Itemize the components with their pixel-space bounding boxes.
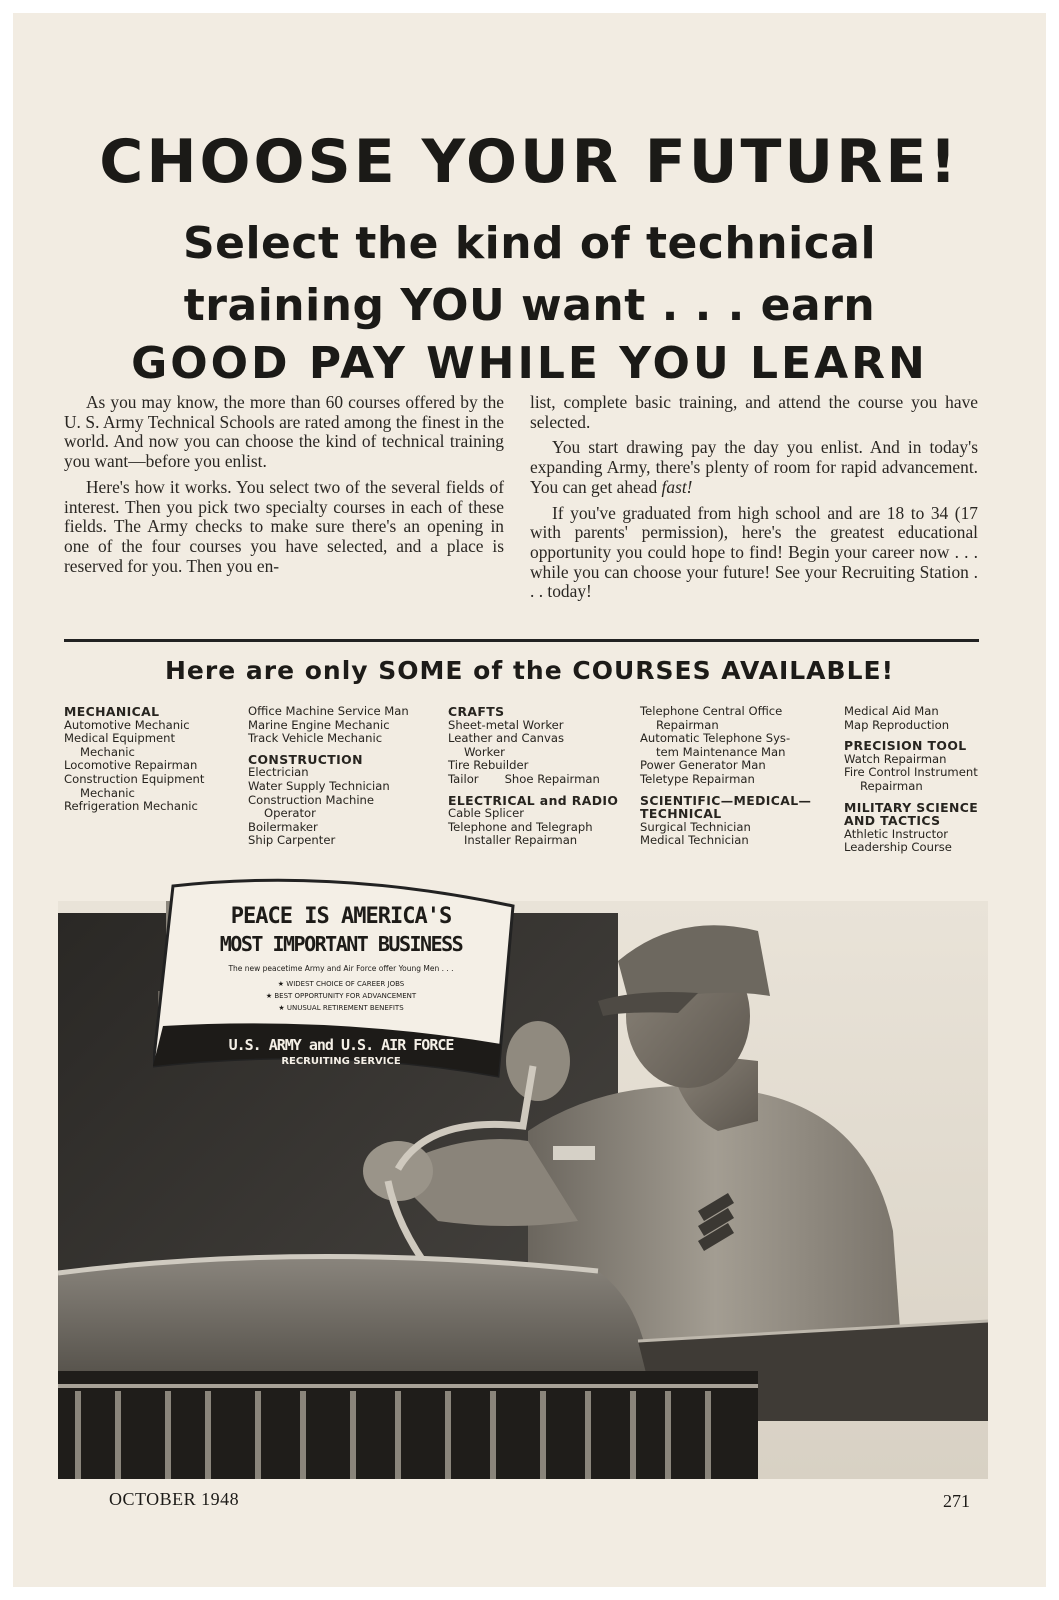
course-category: PRECISION TOOL (844, 738, 967, 754)
course-item: Repairman (656, 717, 719, 732)
course-category: CONSTRUCTION (248, 751, 363, 767)
course-item: Sheet-metal Worker (448, 717, 564, 732)
body-paragraph (530, 438, 978, 497)
courses-heading: Here are only SOME of the COURSES AVAILABLE! (165, 656, 894, 685)
course-item: Mechanic (80, 744, 135, 759)
body-text: You start drawing pay the day you enlist. And in today's expanding Army, there's plenty of room for rapid advancement. You can get ahead (530, 437, 978, 497)
headline-sub-line1: Select the kind of technical (182, 218, 877, 269)
course-item: Telephone Central Office (640, 704, 783, 718)
body-paragraph: Here's how it works. You select two of the several fields of interest. Then you pick two specialty courses in each of these fields. The Army checks to make sure there's an opening in one of the four courses you have selected, and a place is reserved for you. Then you en- (64, 476, 504, 576)
course-column-4 (640, 705, 811, 848)
sign-line2: MOST IMPORTANT BUSINESS (219, 932, 463, 956)
course-item: Office Machine Service Man (248, 704, 409, 718)
headline-sub-line2: training YOU want . . . earn (183, 280, 876, 331)
course-item: Tire Rebuilder (448, 758, 529, 773)
course-item: Construction Machine (248, 792, 375, 807)
course-column-1 (64, 705, 204, 814)
recruiting-sign (153, 876, 529, 1091)
course-category: ELECTRICAL and RADIO (448, 792, 619, 808)
course-item: Marine Engine Mechanic (248, 717, 390, 732)
sign-bullet: ★ BEST OPPORTUNITY FOR ADVANCEMENT (265, 992, 417, 1000)
course-item: Repairman (860, 778, 923, 793)
page-number: 271 (943, 1491, 970, 1511)
body-column-right (530, 393, 978, 608)
course-item: Watch Repairman (844, 751, 947, 766)
sign-line1: PEACE IS AMERICA'S (230, 904, 452, 929)
course-column-5 (844, 705, 978, 855)
body-paragraph: As you may know, the more than 60 courses offered by the U. S. Army Technical Schools are rated among the finest in the world. And now you can choose the kind of technical training you want—before you enlist. (64, 392, 504, 472)
course-item: Track Vehicle Mechanic (248, 731, 383, 746)
course-category: TECHNICAL (640, 806, 722, 822)
course-item: Shoe Repairman (504, 771, 600, 786)
headline-pay: GOOD PAY WHILE YOU LEARN (131, 338, 928, 389)
course-column-2 (248, 705, 409, 848)
course-item: Cable Splicer (448, 806, 525, 821)
headline-main: CHOOSE YOUR FUTURE! (99, 127, 960, 197)
course-item: Medical Equipment (64, 731, 176, 746)
headline-sub (13, 213, 1046, 337)
course-item: Leather and Canvas (448, 731, 565, 746)
course-item: Operator (264, 806, 316, 821)
course-item: Worker (464, 744, 505, 759)
course-item: Medical Technician (640, 833, 749, 848)
sign-line3: The new peacetime Army and Air Force offer Young Men . . . (228, 964, 454, 973)
sign-line4: U.S. ARMY and U.S. AIR FORCE (228, 1036, 454, 1054)
course-item: Mechanic (80, 785, 135, 800)
course-item: Installer Repairman (464, 833, 578, 848)
course-item: Boilermaker (248, 819, 318, 834)
course-item: Electrician (248, 765, 309, 780)
course-column-3 (448, 705, 618, 848)
sign-line5: RECRUITING SERVICE (281, 1056, 401, 1067)
course-category: MILITARY SCIENCE (844, 799, 979, 815)
sign-bullet: ★ WIDEST CHOICE OF CAREER JOBS (277, 980, 405, 988)
sign-bullet: ★ UNUSUAL RETIREMENT BENEFITS (278, 1004, 404, 1012)
magazine-page (13, 13, 1046, 1587)
course-category: CRAFTS (448, 704, 505, 719)
course-item: Construction Equipment (64, 771, 205, 786)
course-item: Automotive Mechanic (64, 717, 190, 732)
course-item: Surgical Technician (640, 819, 751, 834)
issue-date: OCTOBER 1948 (109, 1489, 240, 1509)
course-item: Athletic Instructor (844, 826, 949, 841)
course-category: AND TACTICS (844, 813, 941, 829)
body-emphasis: fast! (661, 476, 693, 497)
course-item: Teletype Repairman (640, 771, 755, 786)
course-item-pair (448, 773, 618, 787)
course-item: Map Reproduction (844, 717, 950, 732)
body-column-left (64, 393, 504, 582)
course-item: Fire Control Instrument (844, 765, 978, 780)
course-category: MECHANICAL (64, 704, 160, 719)
course-item: Power Generator Man (640, 758, 766, 773)
course-item: Refrigeration Mechanic (64, 799, 198, 814)
course-item: tem Maintenance Man (656, 744, 786, 759)
course-item: Water Supply Technician (248, 778, 390, 793)
course-item: Automatic Telephone Sys- (640, 731, 791, 746)
course-item: Locomotive Repairman (64, 758, 198, 773)
course-item: Leadership Course (844, 840, 952, 855)
course-item: Medical Aid Man (844, 704, 939, 718)
course-item: Tailor (448, 771, 479, 786)
divider-rule (64, 639, 979, 642)
course-category: SCIENTIFIC—MEDICAL— (640, 792, 812, 808)
course-item: Telephone and Telegraph (448, 819, 593, 834)
body-paragraph: list, complete basic training, and attend the course you have selected. (530, 392, 978, 432)
course-item: Ship Carpenter (248, 833, 336, 848)
body-paragraph: If you've graduated from high school and are 18 to 34 (17 with parents' permission), here's the greatest educational opportunity you could hope to find! Begin your career now . . . while you can choose your future! See your Recruiting Station . . . today! (530, 502, 978, 602)
